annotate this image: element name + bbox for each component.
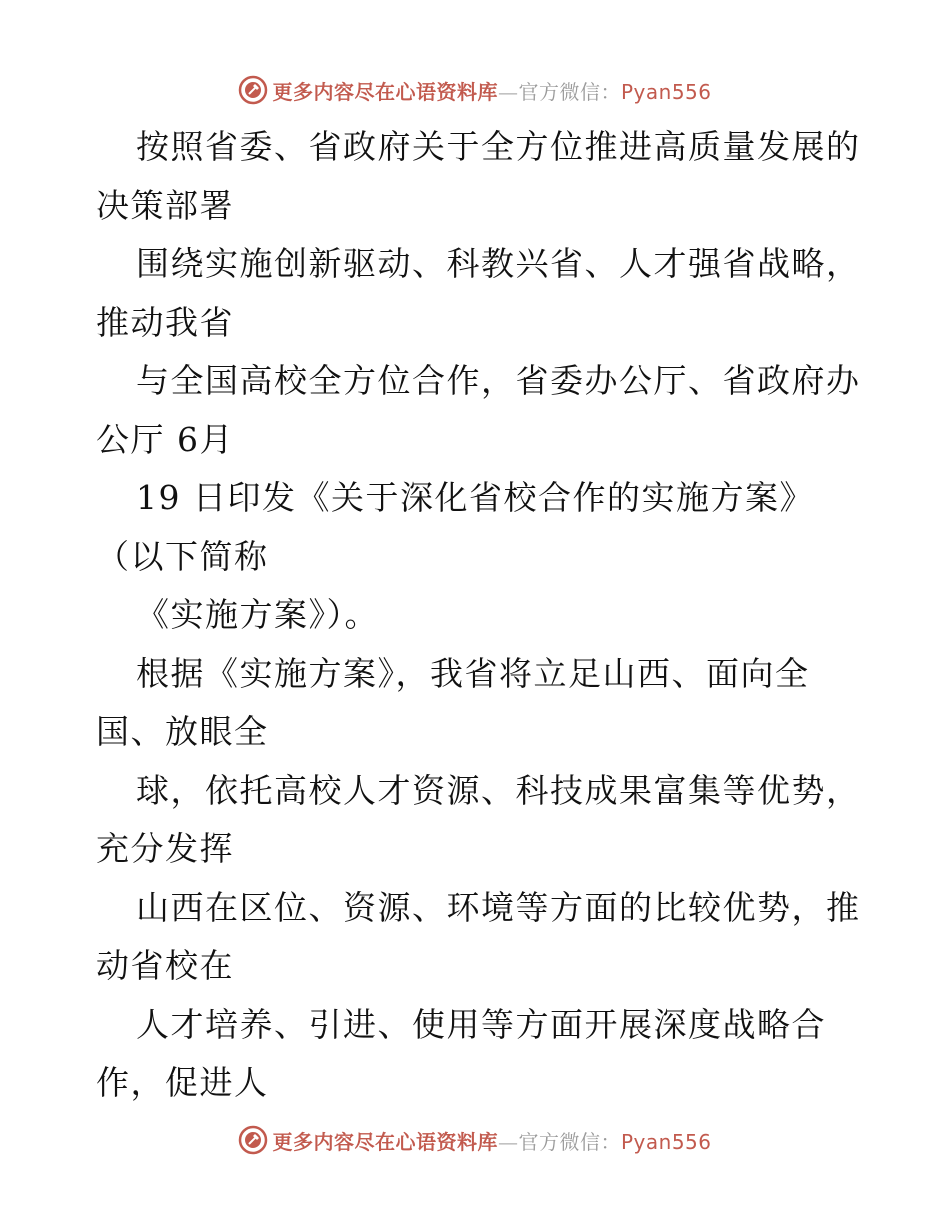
body-line: 《实施方案》）。 bbox=[136, 595, 379, 634]
body-line: 作，促进人 bbox=[96, 1063, 269, 1102]
body-line: 19 日印发《关于深化省校合作的实施方案》 bbox=[136, 478, 814, 517]
red-seal-logo-icon bbox=[238, 1125, 268, 1155]
body-line: 公厅 6月 bbox=[96, 419, 234, 459]
body-line: 推动我省 bbox=[96, 302, 234, 342]
body-line: 决策部署 bbox=[96, 185, 234, 225]
body-line: 人才培养、引进、使用等方面开展深度战略合 bbox=[136, 1004, 826, 1044]
wechat-id: Pyan556 bbox=[620, 1129, 712, 1154]
red-seal-logo-icon bbox=[238, 75, 268, 105]
footer-banner bbox=[0, 1120, 950, 1160]
body-line: 国、放眼全 bbox=[96, 712, 269, 751]
body-line: 动省校在 bbox=[96, 946, 234, 985]
body-line: 充分发挥 bbox=[96, 829, 234, 868]
body-line: （以下简称 bbox=[96, 536, 269, 576]
wechat-label: 官方微信： bbox=[518, 79, 621, 104]
body-line: 山西在区位、资源、环境等方面的比较优势，推 bbox=[136, 887, 861, 927]
brand-text: 更多内容尽在心语资料库 bbox=[272, 1129, 498, 1154]
footer-banner-text bbox=[272, 1126, 711, 1155]
body-line: 与全国高校全方位合作，省委办公厅、省政府办 bbox=[136, 361, 861, 400]
brand-text: 更多内容尽在心语资料库 bbox=[272, 79, 498, 104]
header-banner bbox=[0, 70, 950, 110]
header-banner-text bbox=[272, 76, 711, 105]
wechat-label: 官方微信： bbox=[518, 1129, 621, 1154]
body-line: 根据《实施方案》，我省将立足山西、面向全 bbox=[136, 653, 810, 693]
banner-separator: — bbox=[497, 79, 519, 104]
wechat-id: Pyan556 bbox=[620, 79, 712, 104]
document-body bbox=[96, 118, 866, 1113]
body-line: 围绕实施创新驱动、科教兴省、人才强省战略， bbox=[136, 244, 861, 283]
body-line: 球，依托高校人才资源、科技成果富集等优势， bbox=[136, 770, 861, 810]
body-line: 按照省委、省政府关于全方位推进高质量发展的 bbox=[136, 127, 861, 166]
banner-separator: — bbox=[497, 1129, 519, 1154]
